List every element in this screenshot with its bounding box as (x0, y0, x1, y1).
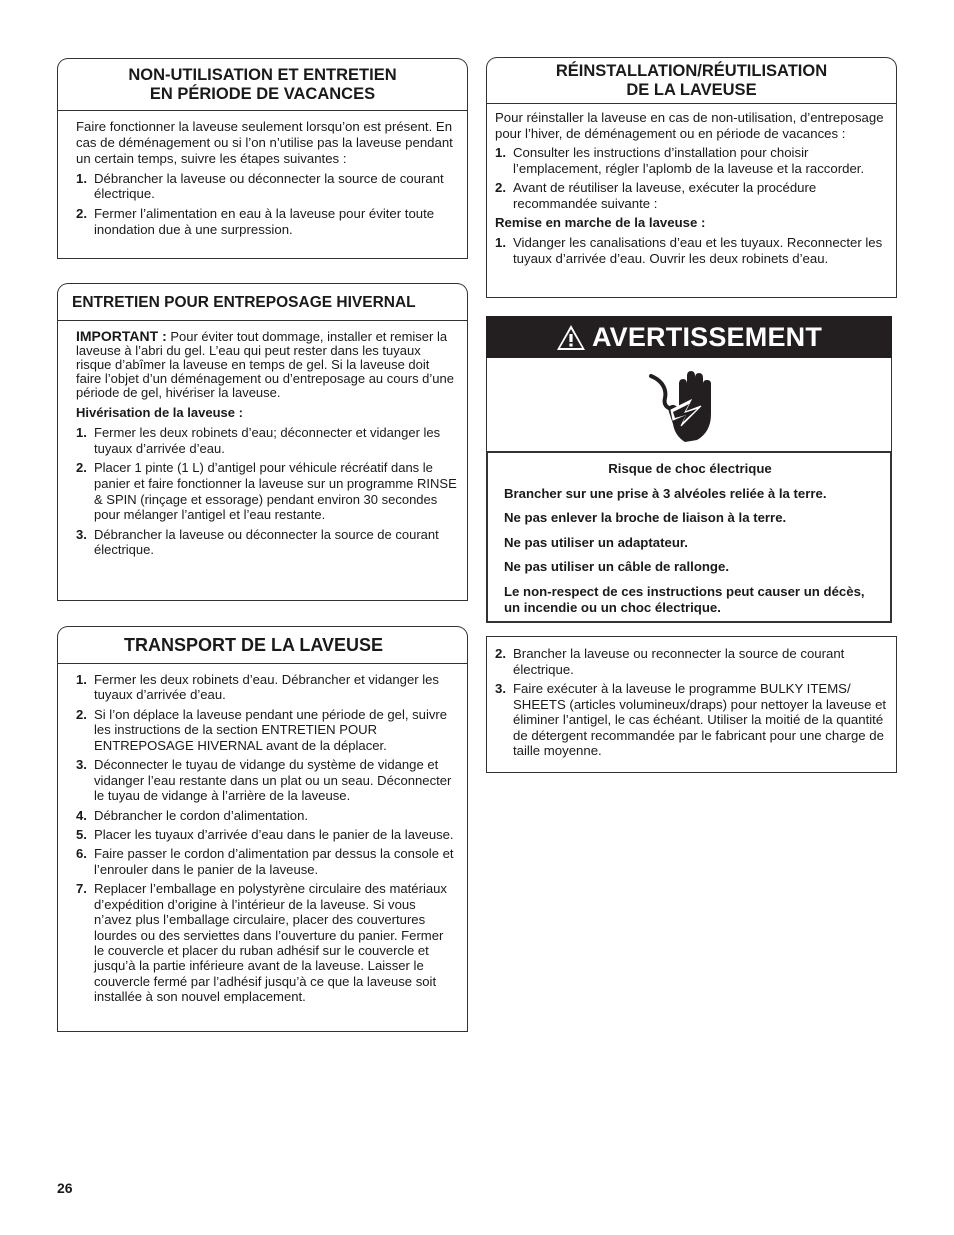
list-item: 1. Consulter les instructions d’installation pour choisir l’emplacement, régler l’aplomb de la laveuse et la raccorder. (495, 145, 865, 176)
list-item: 1. Vidanger les canalisations d’eau et les tuyaux. Reconnecter les tuyaux d’arrivée d’eau. Ouvrir les deux robinets d’eau. (495, 235, 883, 266)
section-vacances-body (57, 110, 468, 259)
section-reinstallation-title-line2: DE LA LAVEUSE (626, 81, 757, 99)
warning-triangle-icon (556, 324, 586, 351)
warning-line: Ne pas enlever la broche de liaison à la terre. (504, 510, 787, 525)
warning-body (486, 451, 892, 623)
section-hivernal-body (57, 320, 468, 601)
list-item: 3. Faire exécuter à la laveuse le programme BULKY ITEMS/ SHEETS (articles volumineux/draps) pour nettoyer la laveuse et éliminer l’antigel, le cas échéant. Utiliser la moitié de la quantité de détergent recommandée par le fabricant pour une charge de taille moyenne. (495, 681, 887, 759)
list-item: 1. Fermer les deux robinets d’eau. Débrancher et vidanger les tuyaux d’arrivée d’eau. (76, 672, 439, 703)
warning-line: Le non-respect de ces instructions peut causer un décès, un incendie ou un choc électrique. (504, 583, 865, 615)
section-transport-steps (76, 672, 457, 1005)
section-reinstallation-steps (495, 145, 888, 211)
section-vacances-intro: Faire fonctionner la laveuse seulement lorsqu’on est présent. En cas de déménagement ou si l’on n’utilise pas la laveuse pendant un certain temps, suivre les étapes suivantes : (76, 119, 453, 166)
hivernal-subheading: Hivérisation de la laveuse : (76, 405, 243, 421)
list-item: 2. Placer 1 pinte (1 L) d’antigel pour véhicule récréatif dans le panier et faire fonctionner la laveuse sur un programme RINSE & SPIN (rinçage et essorage) pendant environ 30 secondes pour mélanger l’antigel et l’eau restante. (76, 460, 457, 523)
section-vacances-steps (76, 171, 457, 238)
page-number: 26 (57, 1180, 73, 1196)
section-hivernal-title: ENTRETIEN POUR ENTREPOSAGE HIVERNAL (57, 283, 468, 321)
important-note: IMPORTANT : Pour éviter tout dommage, installer et remiser la laveuse à l’abri du gel. L’eau qui peut rester dans les tuyaux risque d’abîmer la laveuse en temps de gel. Si la laveuse doit faire l’objet d’un déménagement ou d’entreposage au cours d’une période de gel, hivériser la laveuse. (76, 328, 454, 401)
warning-risk: Risque de choc électrique (608, 461, 772, 476)
section-hivernal-steps (76, 425, 457, 558)
warning-line: Ne pas utiliser un adaptateur. (504, 534, 688, 550)
section-reinstallation-body (486, 103, 897, 298)
reinstallation-subheading: Remise en marche de la laveuse : (495, 215, 706, 231)
warning-line: Ne pas utiliser un câble de rallonge. (504, 559, 729, 574)
section-transport-body (57, 663, 468, 1032)
section-reinstallation-intro: Pour réinstaller la laveuse en cas de non-utilisation, d’entreposage pour l’hiver, de déménagement ou en période de vacances : (495, 110, 884, 141)
section-reinstallation-title-line1: RÉINSTALLATION/RÉUTILISATION (555, 62, 828, 81)
section-reinstallation-title (486, 57, 897, 104)
list-item: 3. Déconnecter le tuyau de vidange du système de vidange et vidanger l’eau restante dans un plat ou un seau. Déconnecter le tuyau de vidange à l’arrière de la laveuse. (76, 757, 452, 804)
section-reinstallation-steps2 (495, 235, 888, 266)
list-item: 2. Brancher la laveuse ou reconnecter la source de courant électrique. (495, 646, 845, 677)
list-item: 2. Avant de réutiliser la laveuse, exécuter la procédure recommandée suivante : (495, 180, 817, 211)
list-item: 6. Faire passer le cordon d’alimentation par dessus la console et l’enrouler dans le panier de la laveuse. (76, 846, 454, 877)
list-item: 7. Replacer l’emballage en polystyrène circulaire des matériaux d’expédition d’origine à l’intérieur de la laveuse. Si vous n’avez plus l’emballage circulaire, placer des couvertures lourdes ou des serviettes dans l’ouverture du panier. Fermer le couvercle et placer du ruban adhésif sur le couvercle et jusqu’à la partie inférieure avant de la laveuse. Laisser le couvercle fermé par l’adhésif jusqu’à ce que la laveuse soit installée à son nouvel emplacement. (76, 881, 447, 1005)
section-continuation-body (486, 636, 897, 773)
list-item: 2. Fermer l’alimentation en eau à la laveuse pour éviter toute inondation due à une surpression. (76, 206, 435, 238)
warning-title: AVERTISSEMENT (591, 321, 823, 352)
section-vacances-title (57, 58, 468, 110)
list-item: 1. Débrancher la laveuse ou déconnecter la source de courant électrique. (76, 170, 444, 202)
list-item: 2. Si l’on déplace la laveuse pendant une période de gel, suivre les instructions de la section ENTRETIEN POUR ENTREPOSAGE HIVERNAL avant de la déplacer. (76, 706, 448, 753)
section-vacances-title-line2: EN PÉRIODE DE VACANCES (149, 84, 376, 103)
section-continuation-steps (495, 646, 888, 759)
section-transport-title: TRANSPORT DE LA LAVEUSE (57, 626, 468, 664)
warning-line: Brancher sur une prise à 3 alvéoles reliée à la terre. (504, 485, 827, 501)
warning-header (486, 316, 892, 358)
list-item: 4. Débrancher le cordon d’alimentation. (76, 807, 308, 823)
section-vacances-title-line1: NON-UTILISATION ET ENTRETIEN (128, 65, 397, 84)
list-item: 3. Débrancher la laveuse ou déconnecter la source de courant électrique. (76, 526, 439, 558)
list-item: 1. Fermer les deux robinets d’eau; déconnecter et vidanger les tuyaux d’arrivée d’eau. (76, 425, 441, 456)
warning-icon-area (486, 358, 892, 452)
list-item: 5. Placer les tuyaux d’arrivée d’eau dans le panier de la laveuse. (76, 826, 454, 842)
electric-shock-hand-icon (645, 366, 725, 448)
